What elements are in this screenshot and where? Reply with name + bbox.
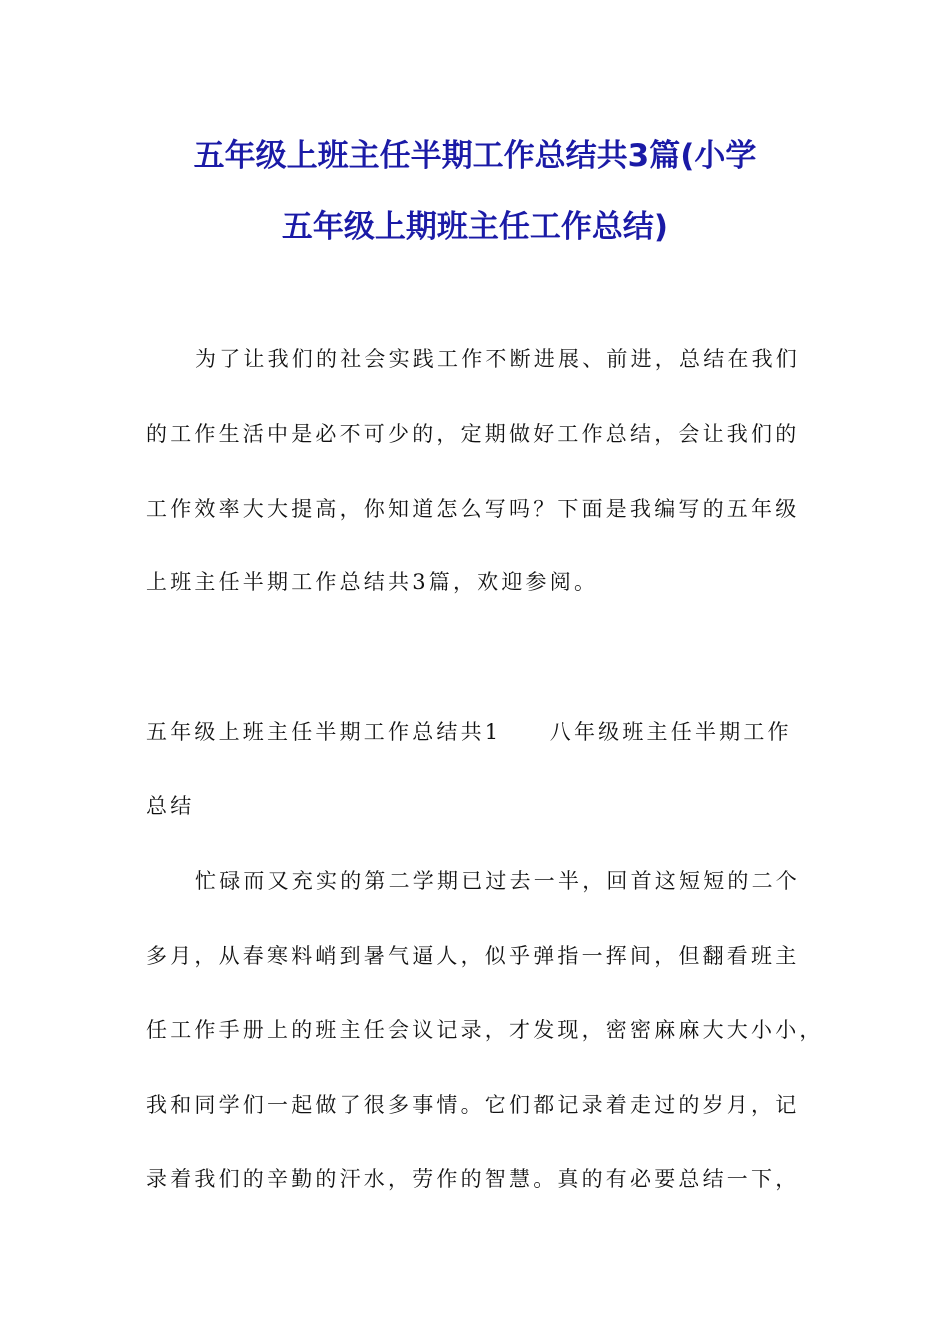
body-line-2: 多月，从春寒料峭到暑气逼人，似乎弹指一挥间，但翻看班主 xyxy=(146,944,800,968)
body-line-4: 我和同学们一起做了很多事情。它们都记录着走过的岁月，记 xyxy=(146,1093,800,1117)
document-title-line-1: 五年级上班主任半期工作总结共3篇(小学 xyxy=(193,138,757,174)
section-heading-line-2: 总结 xyxy=(146,794,195,818)
intro-line-4: 上班主任半期工作总结共3篇，欢迎参阅。 xyxy=(146,570,599,594)
body-line-1: 忙碌而又充实的第二学期已过去一半，回首这短短的二个 xyxy=(195,869,800,893)
body-line-3: 任工作手册上的班主任会议记录，才发现，密密麻麻大大小小， xyxy=(146,1018,824,1042)
intro-line-1: 为了让我们的社会实践工作不断进展、前进，总结在我们 xyxy=(195,347,800,371)
intro-line-2: 的工作生活中是必不可少的，定期做好工作总结，会让我们的 xyxy=(146,422,800,446)
section-heading-line-1: 五年级上班主任半期工作总结共1 八年级班主任半期工作 xyxy=(146,720,792,744)
document-title-line-2: 五年级上期班主任工作总结) xyxy=(281,209,669,245)
intro-line-3: 工作效率大大提高，你知道怎么写吗？下面是我编写的五年级 xyxy=(146,497,800,521)
body-line-5: 录着我们的辛勤的汗水，劳作的智慧。真的有必要总结一下， xyxy=(146,1167,800,1191)
